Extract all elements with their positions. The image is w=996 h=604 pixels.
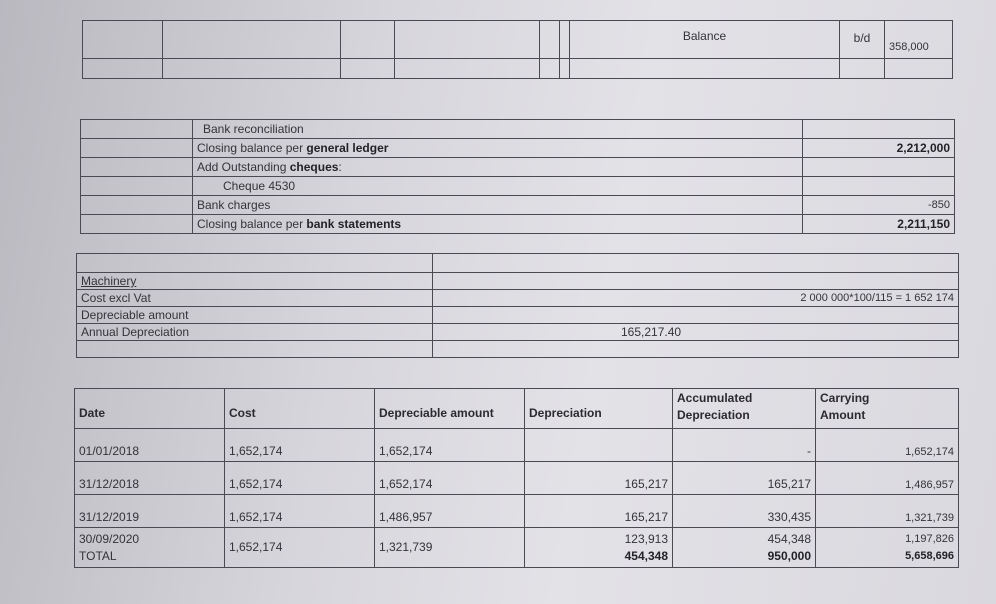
recon-amount bbox=[803, 215, 955, 234]
row-accumulated: 330,435 bbox=[673, 495, 816, 528]
recon-amount bbox=[803, 177, 955, 196]
ledger-cell bbox=[395, 21, 540, 59]
ledger-cell bbox=[570, 59, 840, 79]
row-carrying-total bbox=[816, 528, 959, 568]
total-depreciation bbox=[529, 548, 668, 565]
recon-label-text: Closing balance per bbox=[197, 217, 307, 231]
header-carrying-line2: Amount bbox=[820, 408, 866, 422]
ledger-balance-amount: 358,000 bbox=[885, 21, 953, 59]
bank-reconciliation-table bbox=[80, 119, 955, 234]
total-depreciation-value: 454,348 bbox=[624, 548, 668, 563]
recon-label-text: Closing balance per bbox=[197, 141, 307, 155]
header-carrying-amount bbox=[816, 389, 959, 429]
ledger-cell bbox=[540, 59, 560, 79]
ledger-balance-label: Balance bbox=[570, 21, 840, 59]
ledger-cell bbox=[540, 21, 560, 59]
recon-cell bbox=[81, 196, 193, 215]
row-depreciable: 1,321,739 bbox=[375, 528, 525, 568]
machinery-cell bbox=[433, 341, 959, 358]
recon-amount bbox=[803, 139, 955, 158]
row-depreciable: 1,652,174 bbox=[375, 462, 525, 495]
machinery-value: 165,217.40 bbox=[433, 324, 959, 341]
ledger-cell bbox=[83, 59, 163, 79]
machinery-cell bbox=[433, 254, 959, 273]
recon-cell bbox=[81, 158, 193, 177]
ledger-cell bbox=[163, 21, 341, 59]
recon-label-bold: bank statements bbox=[306, 217, 402, 231]
machinery-label: Annual Depreciation bbox=[77, 324, 433, 341]
total-label: TOTAL bbox=[79, 548, 117, 563]
row-depreciation-total bbox=[525, 528, 673, 568]
ledger-cell bbox=[163, 59, 341, 79]
recon-label bbox=[193, 158, 803, 177]
ledger-cell bbox=[560, 59, 570, 79]
row-depreciation bbox=[525, 429, 673, 462]
table-row bbox=[75, 429, 959, 462]
machinery-cell bbox=[77, 254, 433, 273]
ledger-balance-ref: b/d bbox=[840, 21, 885, 59]
machinery-table bbox=[76, 253, 959, 358]
row-accumulated: 165,217 bbox=[673, 462, 816, 495]
recon-amount-value: 2,212,000 bbox=[896, 141, 950, 155]
total-carrying-value: 5,658,696 bbox=[905, 549, 954, 562]
row-carrying: 1,197,826 bbox=[905, 532, 954, 545]
recon-label bbox=[193, 139, 803, 158]
recon-amount bbox=[803, 158, 955, 177]
row-date: 31/12/2018 bbox=[75, 462, 225, 495]
ledger-cell bbox=[395, 59, 540, 79]
ledger-cell bbox=[341, 21, 395, 59]
table-row bbox=[75, 528, 959, 568]
machinery-value: 2 000 000*100/115 = 1 652 174 bbox=[433, 290, 959, 307]
header-depreciable-amount: Depreciable amount bbox=[375, 389, 525, 429]
row-carrying: 1,652,174 bbox=[816, 429, 959, 462]
header-accumulated-line1: Accumulated bbox=[677, 391, 753, 405]
header-cost: Cost bbox=[225, 389, 375, 429]
row-cost: 1,652,174 bbox=[225, 495, 375, 528]
recon-cell bbox=[803, 120, 955, 139]
row-date-total bbox=[75, 528, 225, 568]
row-accumulated: - bbox=[673, 429, 816, 462]
row-depreciation: 123,913 bbox=[624, 531, 668, 546]
ledger-cell bbox=[885, 59, 953, 79]
row-depreciation: 165,217 bbox=[525, 495, 673, 528]
machinery-value bbox=[433, 307, 959, 324]
row-accumulated: 454,348 bbox=[767, 531, 811, 546]
recon-cell bbox=[81, 120, 193, 139]
machinery-cell bbox=[77, 341, 433, 358]
table-row bbox=[75, 495, 959, 528]
ledger-cell bbox=[341, 59, 395, 79]
recon-amount: -850 bbox=[803, 196, 955, 215]
total-accumulated-value: 950,000 bbox=[767, 548, 811, 563]
table-row bbox=[75, 462, 959, 495]
header-accumulated-depreciation bbox=[673, 389, 816, 429]
header-accumulated-line2: Depreciation bbox=[677, 408, 750, 422]
recon-cell bbox=[81, 139, 193, 158]
machinery-title: Machinery bbox=[77, 273, 433, 290]
ledger-balance-table bbox=[82, 20, 953, 79]
total-carrying bbox=[820, 548, 954, 565]
recon-label bbox=[193, 215, 803, 234]
recon-label-suffix: : bbox=[338, 160, 342, 174]
header-carrying-line1: Carrying bbox=[820, 391, 870, 405]
machinery-cell bbox=[433, 273, 959, 290]
row-cost: 1,652,174 bbox=[225, 462, 375, 495]
ledger-cell bbox=[840, 59, 885, 79]
row-accumulated-total bbox=[673, 528, 816, 568]
row-depreciable: 1,652,174 bbox=[375, 429, 525, 462]
total-accumulated bbox=[677, 548, 811, 565]
row-date: 30/09/2020 bbox=[79, 531, 140, 546]
row-carrying: 1,486,957 bbox=[816, 462, 959, 495]
recon-title: Bank reconciliation bbox=[193, 120, 803, 139]
machinery-label: Depreciable amount bbox=[77, 307, 433, 324]
recon-label-bold: general ledger bbox=[306, 141, 389, 155]
row-depreciation: 165,217 bbox=[525, 462, 673, 495]
recon-cell bbox=[81, 215, 193, 234]
ledger-cell bbox=[83, 21, 163, 59]
recon-label-text: Add Outstanding bbox=[197, 160, 290, 174]
row-cost: 1,652,174 bbox=[225, 429, 375, 462]
header-date: Date bbox=[75, 389, 225, 429]
header-depreciation: Depreciation bbox=[525, 389, 673, 429]
row-cost: 1,652,174 bbox=[225, 528, 375, 568]
ledger-cell bbox=[560, 21, 570, 59]
machinery-label: Cost excl Vat bbox=[77, 290, 433, 307]
row-depreciable: 1,486,957 bbox=[375, 495, 525, 528]
row-date: 01/01/2018 bbox=[75, 429, 225, 462]
recon-label: Bank charges bbox=[193, 196, 803, 215]
depreciation-schedule-table bbox=[74, 388, 959, 568]
recon-amount-value: 2,211,150 bbox=[897, 217, 950, 231]
row-date: 31/12/2019 bbox=[75, 495, 225, 528]
recon-label-bold: cheques bbox=[289, 160, 339, 174]
row-carrying: 1,321,739 bbox=[816, 495, 959, 528]
recon-cell bbox=[81, 177, 193, 196]
recon-label: Cheque 4530 bbox=[193, 177, 803, 196]
